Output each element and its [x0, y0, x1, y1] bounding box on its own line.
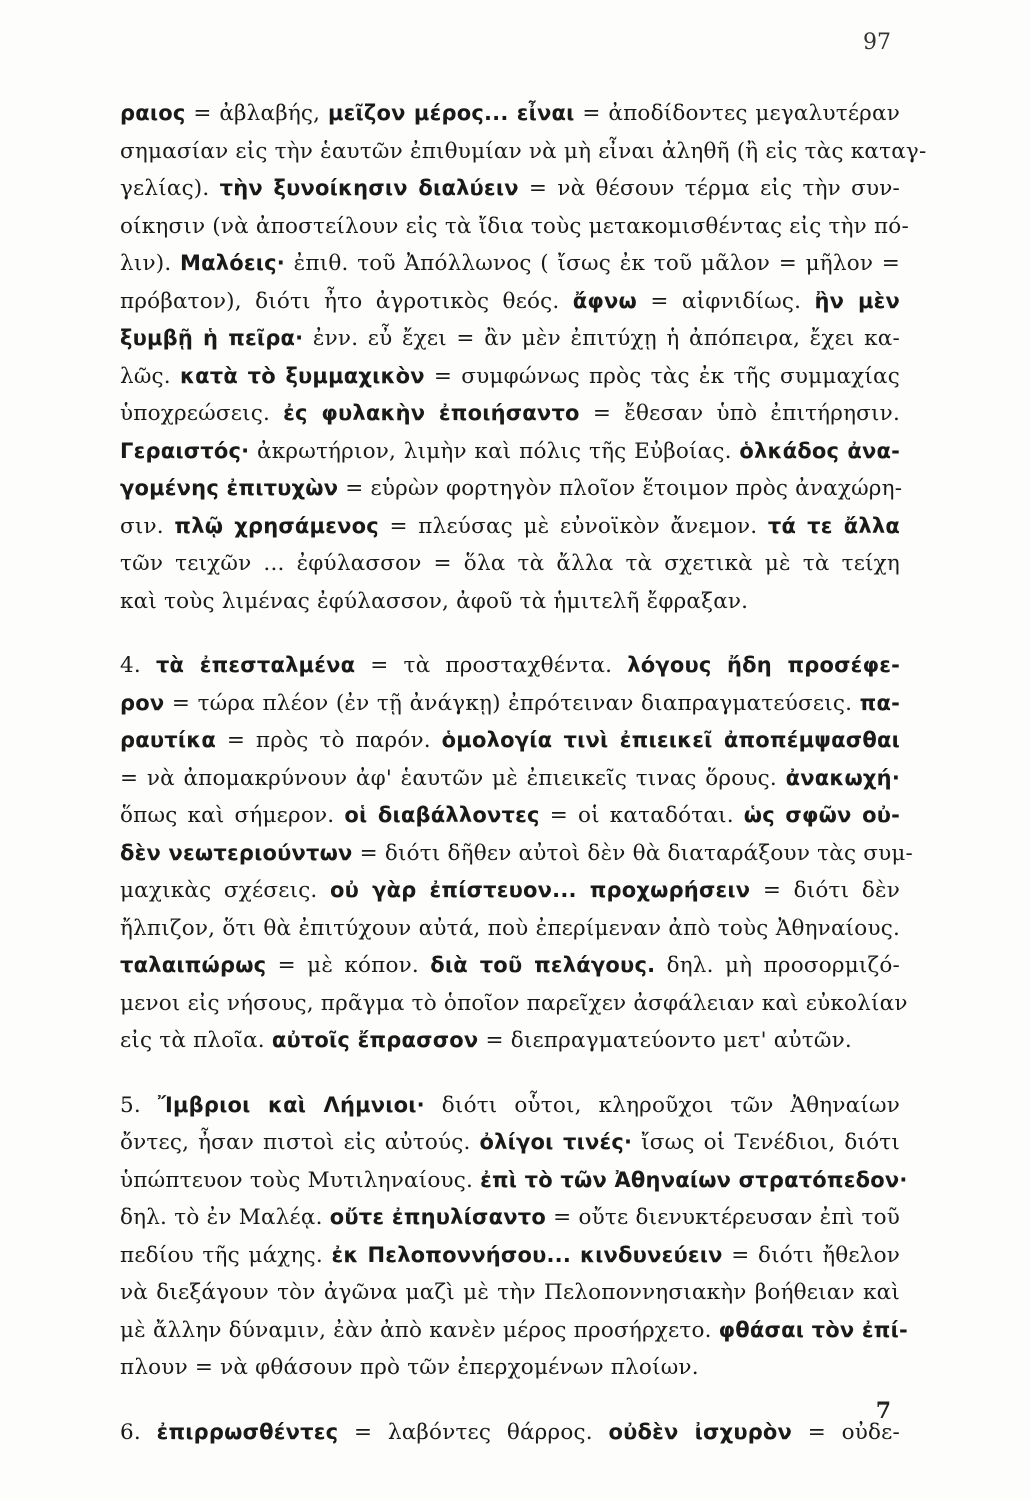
text-line — [120, 1414, 900, 1452]
lemma-term: κατὰ τὸ ξυμμαχικὸν — [179, 363, 425, 388]
gloss-text: πρόβατον), διότι ἦτο ἀγροτικὸς θεός. — [120, 288, 573, 314]
gloss-text: = εὑρὼν φορτηγὸν πλοῖον ἕτοιμον πρὸς ἀναχώρη- — [338, 476, 903, 501]
gloss-text: ἐπιθ. τοῦ Ἀπόλλωνος ( ἴσως ἐκ τοῦ μᾶλον = μῆλον = — [284, 251, 900, 276]
text-line — [120, 1237, 900, 1275]
text-line — [120, 470, 903, 508]
gloss-text: γελίας). — [120, 176, 220, 201]
lemma-term: ὡς σφῶν οὐ- — [743, 803, 901, 827]
paragraph-gap — [120, 620, 900, 647]
lemma-term: πλῷ χρησάμενος — [174, 513, 379, 538]
gloss-text: ὄντες, ἦσαν πιστοὶ εἰς αὐτούς. — [120, 1130, 480, 1155]
gloss-text: 5. — [120, 1092, 158, 1118]
text-line — [120, 395, 900, 433]
lemma-term: Γεραιστός· — [120, 438, 250, 463]
gloss-text: διότι οὗτοι, κληροῦχοι τῶν Ἀθηναίων — [424, 1092, 901, 1118]
gloss-text: = τὰ προσταχθέντα. — [355, 653, 628, 678]
gloss-text: ἤλπιζον, ὅτι θὰ ἐπιτύχουν αὐτά, ποὺ ἐπερίμεναν ἀπὸ τοὺς Ἀθηναίους. — [120, 915, 900, 941]
gloss-text: = ἀβλαβής, — [185, 101, 328, 126]
gloss-text: πλουν = νὰ φθάσουν πρὸ τῶν ἐπερχομένων πλοίων. — [120, 1355, 699, 1380]
lemma-term: διὰ τοῦ πελάγους. — [430, 953, 656, 977]
text-line — [120, 910, 900, 948]
gloss-text: ὑποχρεώσεις. — [120, 401, 284, 426]
text-line — [120, 95, 900, 133]
gloss-text: ὑπώπτευον τοὺς Μυτιληναίους. — [120, 1167, 481, 1193]
gloss-text: ἐνν. εὖ ἔχει = ἂν μὲν ἐπιτύχῃ ἡ ἀπόπειρα, ἔχει κα- — [303, 326, 900, 351]
gloss-text: = διότι δῆθεν αὐτοὶ δὲν θὰ διαταράξουν τὰς συμ- — [352, 840, 914, 866]
text-line — [120, 985, 908, 1023]
lemma-term: ἢν μὲν — [814, 288, 901, 313]
gloss-text: εἰς τὰ πλοῖα. — [120, 1028, 272, 1053]
gloss-text: = οὔτε διενυκτέρευσαν ἐπὶ τοῦ — [545, 1205, 901, 1230]
text-line — [120, 208, 909, 246]
lemma-term: οὔτε ἐπηυλίσαντο — [329, 1205, 546, 1229]
lemma-term: ἄφνω — [572, 288, 638, 313]
text-line — [120, 245, 900, 283]
lemma-term: τά τε ἄλλα — [767, 513, 900, 538]
lemma-term: ἐπιρρωσθέντες — [156, 1419, 339, 1444]
text-line — [120, 1199, 900, 1237]
paragraph-gap — [120, 1060, 900, 1087]
text-line — [120, 170, 900, 208]
lemma-term: αὐτοῖς ἔπρασσον — [271, 1028, 479, 1052]
gloss-text: = ἀποδίδοντες μεγαλυτέραν — [574, 101, 900, 126]
lemma-term: ἐκ Πελοποννήσου... κινδυνεύειν — [331, 1242, 723, 1267]
lemma-term: τὴν ξυνοίκησιν διαλύειν — [219, 176, 519, 200]
gloss-text: δηλ. τὸ ἐν Μαλέᾳ. — [120, 1205, 330, 1230]
text-line — [120, 647, 900, 685]
gloss-text: ἴσως οἱ Τενέδιοι, διότι — [632, 1130, 900, 1155]
lemma-term: λόγους ἤδη προσέφε- — [627, 653, 901, 677]
signature-mark: 7 — [875, 1398, 891, 1424]
lemma-term: ἐπὶ τὸ τῶν Ἀθηναίων στρατόπεδον· — [480, 1167, 908, 1192]
text-line — [120, 1274, 900, 1312]
gloss-text: λῶς. — [120, 363, 180, 389]
text-line — [120, 797, 900, 835]
lemma-term: πα- — [859, 690, 900, 715]
lemma-term: Ἴμβριοι καὶ Λήμνιοι· — [157, 1092, 425, 1117]
commentary-text — [120, 95, 927, 1451]
gloss-text: = διότι ἤθελον — [722, 1242, 901, 1268]
lemma-term: οἱ διαβάλλοντες — [344, 803, 540, 827]
gloss-text: = διεπραγματεύοντο μετ' αὐτῶν. — [478, 1028, 852, 1053]
text-line — [120, 722, 900, 760]
lemma-term: ἀνακωχή· — [785, 765, 900, 790]
gloss-text: = ἔθεσαν ὑπὸ ἐπιτήρησιν. — [579, 401, 900, 426]
text-line — [120, 433, 900, 471]
text-line — [120, 685, 900, 723]
lemma-term: μεῖζον μέρος... εἶναι — [328, 101, 575, 125]
gloss-text: μαχικὰς σχέσεις. — [120, 878, 331, 903]
gloss-text: σημασίαν εἰς τὴν ἑαυτῶν ἐπιθυμίαν νὰ μὴ εἶναι ἀληθῆ (ἢ εἰς τὰς καταγ- — [120, 138, 927, 164]
gloss-text: = οἱ καταδόται. — [539, 803, 744, 828]
gloss-text: τῶν τειχῶν ... ἐφύλασσον = ὅλα τὰ ἄλλα τὰ σχετικὰ μὲ τὰ τείχη — [120, 551, 900, 576]
gloss-text: σιν. — [120, 513, 175, 539]
gloss-text: μὲ ἄλλην δύναμιν, ἐὰν ἀπὸ κανὲν μέρος προσήρχετο. — [120, 1317, 719, 1343]
gloss-text: 6. — [120, 1419, 157, 1445]
lemma-term: ξυμβῇ ἡ πεῖρα· — [120, 326, 304, 350]
gloss-text: = νὰ θέσουν τέρμα εἰς τὴν συν- — [518, 176, 900, 201]
gloss-text: ἀκρωτήριον, λιμὴν καὶ πόλις τῆς Εὐβοίας. — [249, 438, 740, 464]
lemma-term: φθάσαι τὸν ἐπί- — [718, 1317, 908, 1342]
gloss-text: οίκησιν (νὰ ἀποστείλουν εἰς τὰ ἴδια τοὺς μετακομισθέντας εἰς τὴν πό- — [120, 213, 909, 239]
gloss-text: καὶ τοὺς λιμένας ἐφύλασσον, ἀφοῦ τὰ ἡμιτελῆ ἔφραξαν. — [120, 588, 749, 614]
lemma-term: ὁλκάδος ἀνα- — [739, 438, 900, 463]
text-line — [120, 133, 927, 171]
text-line — [120, 835, 914, 873]
lemma-term: ἐς φυλακὴν ἐποιήσαντο — [283, 401, 580, 425]
lemma-term: ὀλίγοι τινές· — [479, 1130, 633, 1154]
gloss-text: = συμφώνως πρὸς τὰς ἐκ τῆς συμμαχίας — [424, 363, 900, 389]
text-line — [120, 283, 900, 321]
gloss-text: = μὲ κόπον. — [266, 953, 431, 978]
text-line — [120, 358, 900, 396]
text-line — [120, 872, 900, 910]
lemma-term: ραυτίκα — [120, 728, 216, 752]
lemma-term: ρον — [120, 690, 165, 715]
gloss-text: νὰ διεξάγουν τὸν ἀγῶνα μαζὶ μὲ τὴν Πελοποννησιακὴν βοήθειαν καὶ — [120, 1280, 900, 1305]
gloss-text: = διότι δὲν — [750, 878, 900, 903]
text-line — [120, 545, 900, 583]
paragraph-gap — [120, 1387, 900, 1414]
text-line — [120, 1124, 900, 1162]
gloss-text: = οὐδε- — [792, 1419, 900, 1445]
lemma-term: οὐδὲν ἰσχυρὸν — [608, 1419, 793, 1444]
gloss-text: = νὰ ἀπομακρύνουν ἀφ' ἑαυτῶν μὲ ἐπιεικεῖς τινας ὅρους. — [120, 765, 786, 791]
gloss-text: μενοι εἰς νήσους, πρᾶγμα τὸ ὁποῖον παρεῖχεν ἀσφάλειαν καὶ εὐκολίαν — [120, 990, 908, 1016]
gloss-text: ὅπως καὶ σήμερον. — [120, 803, 345, 828]
lemma-term: ὁμολογία τινὶ ἐπιεικεῖ ἀποπέμψασθαι — [441, 728, 900, 752]
text-line — [120, 1087, 900, 1125]
page-number: 97 — [863, 30, 891, 55]
gloss-text: λιν). — [120, 251, 181, 276]
gloss-text: = πλεύσας μὲ εὐνοϊκὸν ἄνεμον. — [378, 513, 768, 539]
lemma-term: ραιος — [120, 101, 186, 125]
gloss-text: πεδίου τῆς μάχης. — [120, 1242, 332, 1268]
text-line — [120, 760, 900, 798]
text-line — [120, 508, 900, 546]
gloss-text: 4. — [120, 653, 156, 678]
text-line — [120, 320, 900, 358]
gloss-text: = λαβόντες θάρρος. — [338, 1419, 609, 1445]
lemma-term: γομένης ἐπιτυχὼν — [120, 476, 339, 500]
text-line — [120, 1349, 900, 1387]
gloss-text: = αἰφνιδίως. — [637, 288, 815, 314]
text-line — [120, 1022, 900, 1060]
lemma-term: δὲν νεωτεριούντων — [120, 840, 353, 865]
lemma-term: οὐ γὰρ ἐπίστευον... προχωρήσειν — [330, 878, 751, 902]
gloss-text: = τώρα πλέον (ἐν τῇ ἀνάγκῃ) ἐπρότειναν διαπραγματεύσεις. — [164, 690, 860, 716]
text-line — [120, 1312, 908, 1350]
lemma-term: Μαλόεις· — [180, 251, 285, 275]
text-line — [120, 1162, 908, 1200]
gloss-text: δηλ. μὴ προσορμιζό- — [655, 953, 900, 978]
lemma-term: ταλαιπώρως — [120, 953, 267, 977]
gloss-text: = πρὸς τὸ παρόν. — [215, 728, 442, 753]
text-line — [120, 583, 900, 621]
lemma-term: τὰ ἐπεσταλμένα — [155, 653, 356, 677]
text-line — [120, 947, 900, 985]
